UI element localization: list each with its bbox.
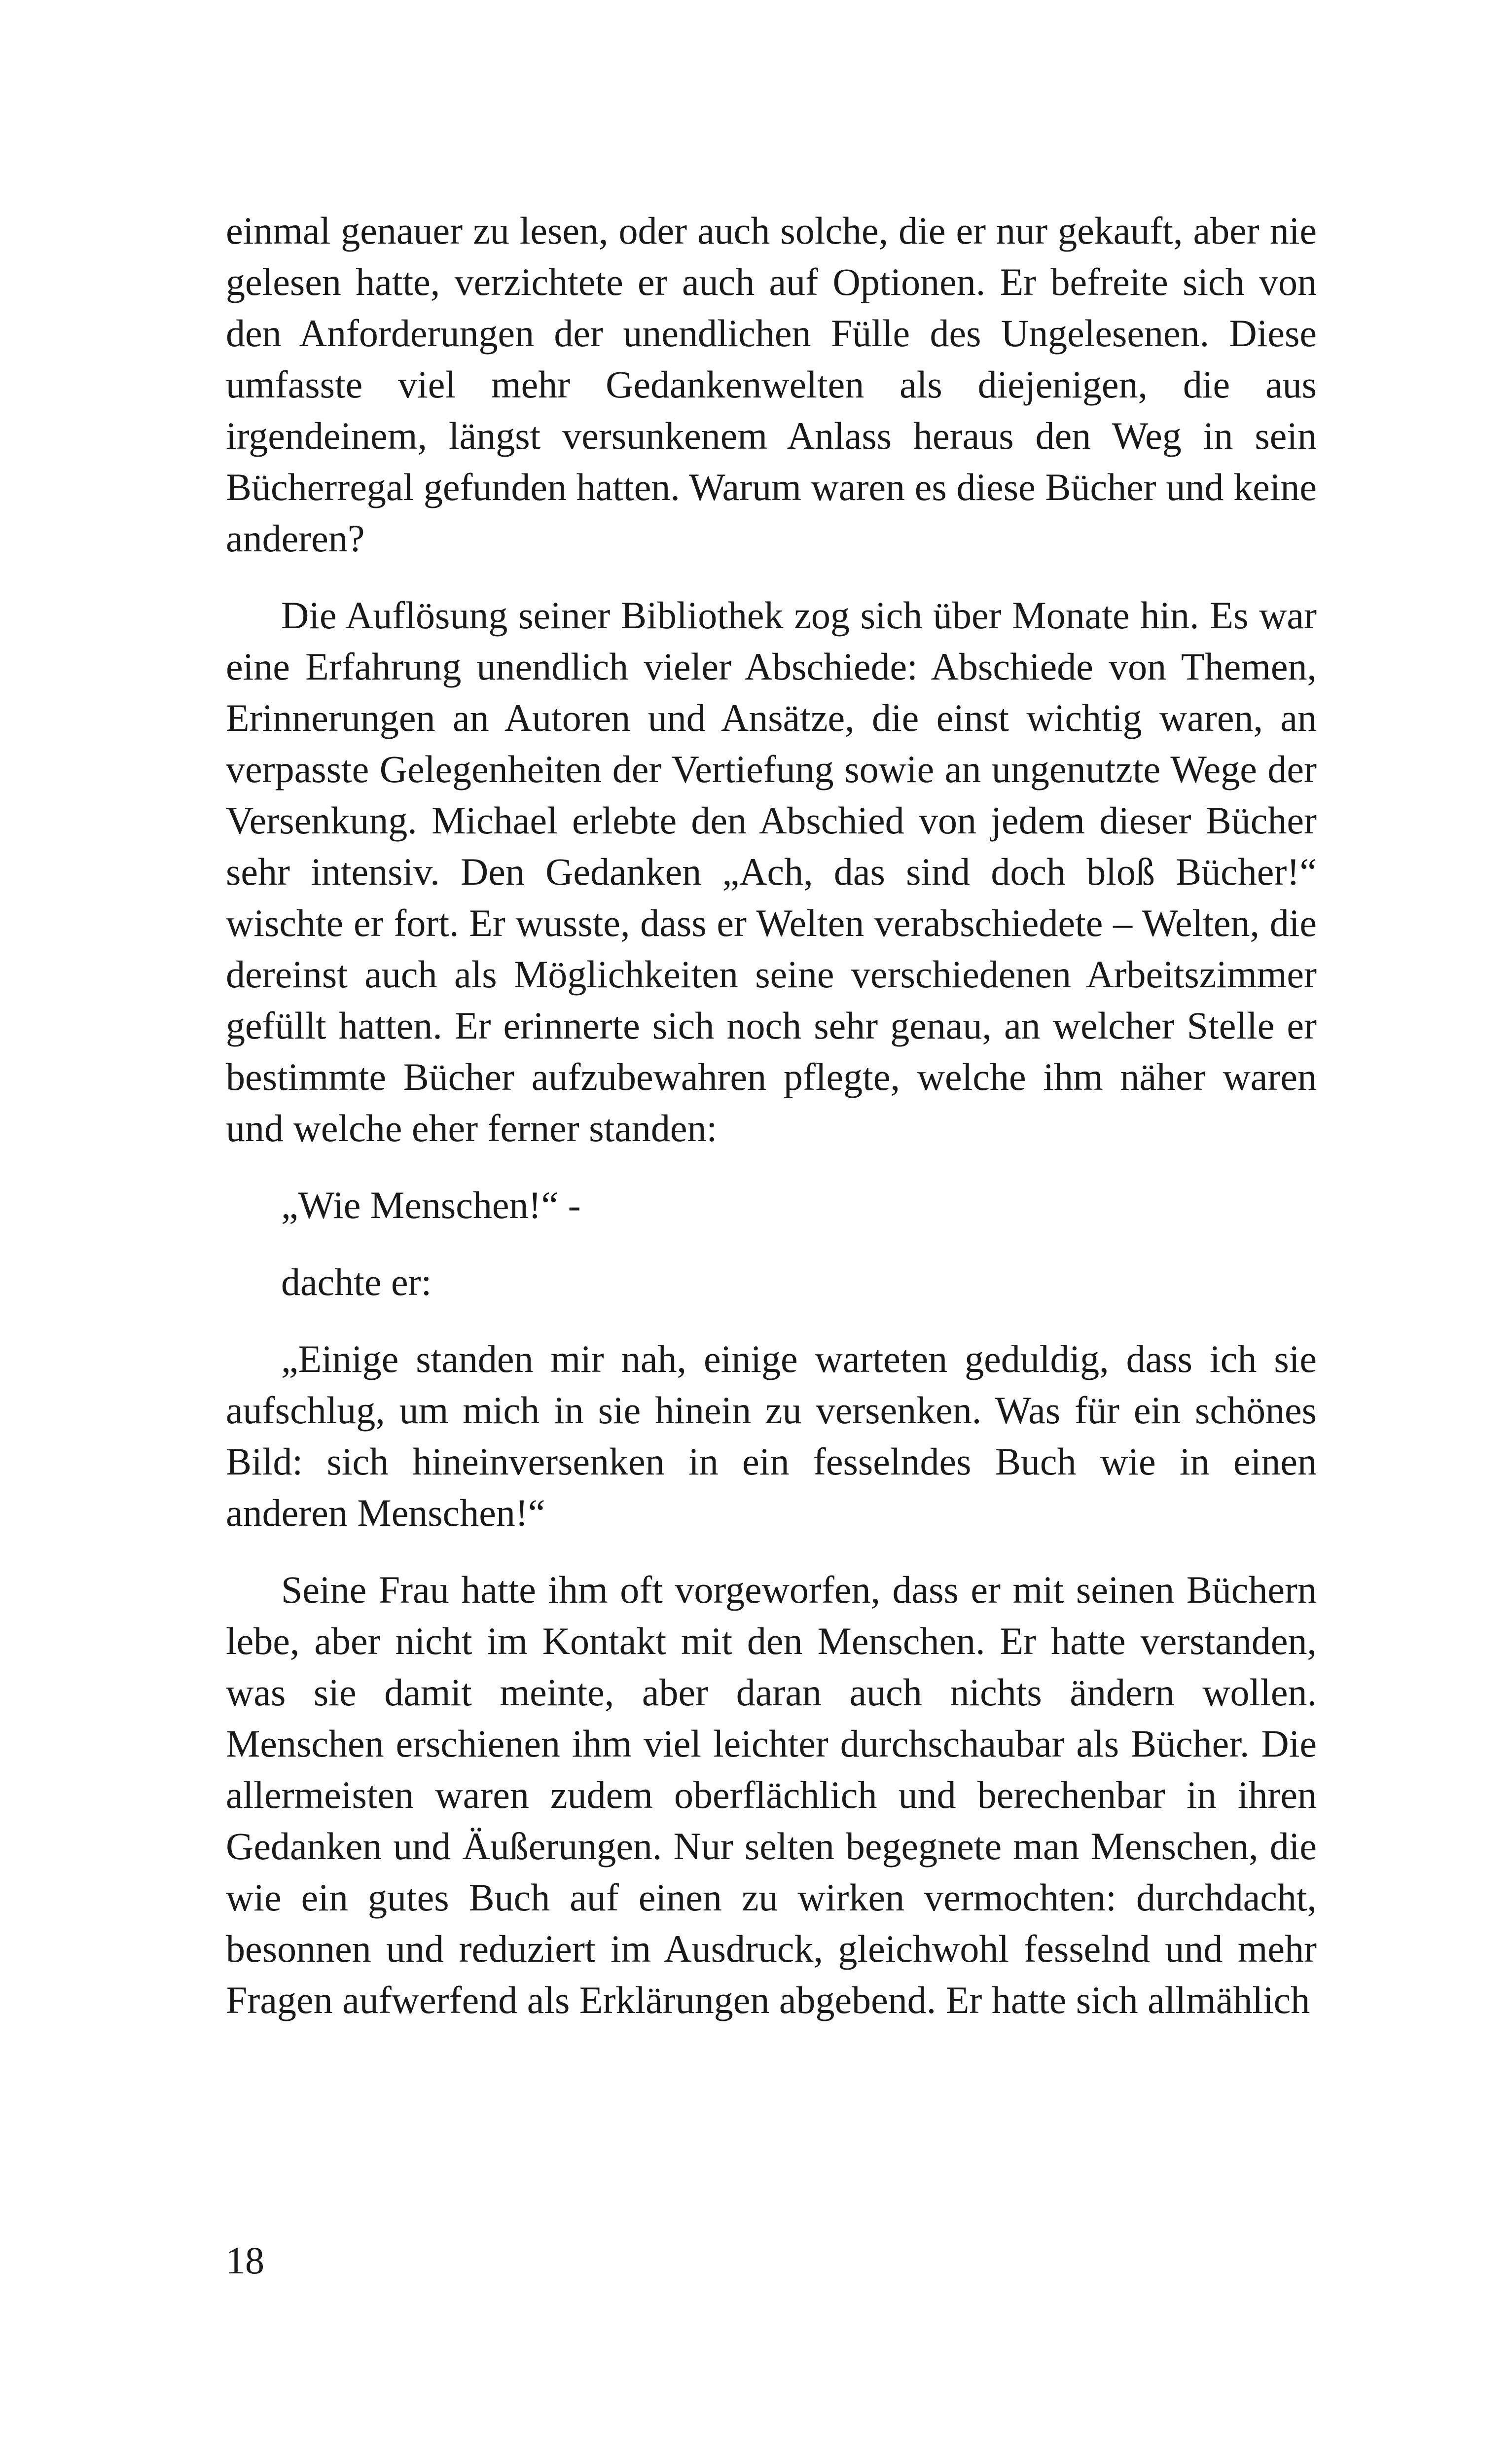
paragraph-his-wife: Seine Frau hatte ihm oft vorgeworfen, dass er mit seinen Büchern lebe, aber nicht im Kontakt mit den Menschen. Er hatte verstanden, was sie damit meinte, aber daran auch nichts ändern wollen. Menschen erschienen ihm viel leichter durchschaubar als Bücher. Die allermeisten waren zudem oberflächlich und berechenbar in ihren Gedanken und Äußerungen. Nur selten begegnete man Menschen, die wie ein gutes Buch auf einen zu wirken vermochten: durchdacht, besonnen und reduziert im Ausdruck, gleichwohl fesselnd und mehr Fragen aufwerfend als Erklärungen abgebend. Er hatte sich allmählich xyxy=(226,1568,1317,2021)
page-body-text xyxy=(226,205,1317,2026)
paragraph-continued: einmal genauer zu lesen, oder auch solche, die er nur gekauft, aber nie gelesen hatte, verzichtete er auch auf Optionen. Er befreite sich von den Anforderungen der unendlichen Fülle des Ungelesenen. Diese umfasste viel mehr Gedankenwelten als diejenigen, die aus irgendeinem, längst versunkenem Anlass heraus den Weg in sein Bücherregal gefunden hatten. Warum waren es diese Bücher und keine anderen? xyxy=(226,209,1317,560)
paragraph-quote-some-stood-near: „Einige standen mir nah, einige warteten geduldig, dass ich sie aufschlug, um mich in sie hinein zu versenken. Was für ein schönes Bild: sich hineinversenken in ein fesselndes Buch wie in einen anderen Menschen!“ xyxy=(226,1337,1317,1534)
paragraph-he-thought: dachte er: xyxy=(281,1260,432,1303)
paragraph-library-dissolution: Die Auflösung seiner Bibliothek zog sich über Monate hin. Es war eine Erfahrung unendlich vieler Abschiede: Abschiede von Themen, Erinnerungen an Autoren und Ansätze, die einst wichtig waren, an verpasste Gelegenheiten der Vertiefung sowie an ungenutzte Wege der Versenkung. Michael erlebte den Abschied von jedem dieser Bücher sehr intensiv. Den Gedanken „Ach, das sind doch bloß Bücher!“ wischte er fort. Er wusste, dass er Welten verabschiedete – Welten, die dereinst auch als Möglichkeiten seine verschiedenen Arbeitszimmer gefüllt hatten. Er erinnerte sich noch sehr genau, an welcher Stelle er bestimmte Bücher aufzubewahren pflegte, welche ihm näher waren und welche eher ferner standen: xyxy=(226,594,1317,1150)
paragraph-quote-like-people: „Wie Menschen!“ - xyxy=(281,1184,581,1226)
page-number: 18 xyxy=(226,2239,264,2282)
